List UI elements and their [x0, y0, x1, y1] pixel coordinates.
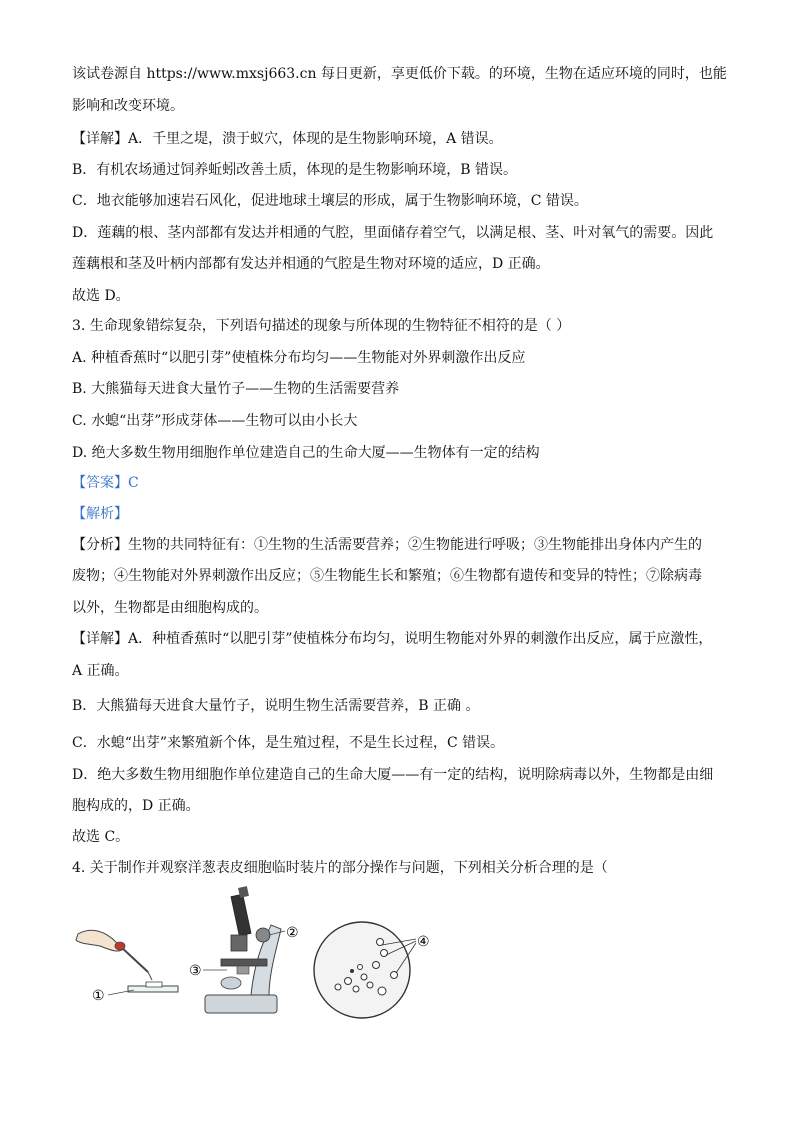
label-4: ④	[417, 934, 430, 950]
text-line: 故选 D。	[72, 288, 130, 304]
microscope-figure	[185, 885, 310, 1025]
option-d: D. 绝大多数生物用细胞作单位建造自己的生命大厦——生物体有一定的结构	[72, 445, 540, 461]
text-line: C．地衣能够加速岩石风化，促进地球土壤层的形成，属于生物影响环境，C 错误。	[72, 193, 588, 209]
text-line: A 正确。	[72, 663, 129, 679]
label-2: ②	[286, 925, 299, 941]
text-line: 故选 C。	[72, 829, 130, 845]
option-c: C. 水螅“出芽”形成芽体——生物可以由小长大	[72, 413, 358, 429]
dropper-slide-figure	[70, 920, 180, 1010]
text-line: 该试卷源自 https://www.mxsj663.cn 每日更新，享更低价下载。的环境，生物在适应环境的同时，也能	[72, 66, 727, 82]
label-1: ①	[92, 988, 105, 1004]
text-line: C．水螅“出芽”来繁殖新个体，是生殖过程，不是生长过程，C 错误。	[72, 735, 505, 751]
text-line: D．绝大多数生物用细胞作单位建造自己的生命大厦——有一定的结构，说明除病毒以外，生物都是由细	[72, 767, 714, 783]
label-3: ③	[189, 963, 202, 979]
text-line: 【详解】A．千里之堤，溃于蚁穴，体现的是生物影响环境，A 错误。	[72, 131, 503, 147]
option-a: A. 种植香蕉时“以肥引芽”使植株分布均匀——生物能对外界刺激作出反应	[72, 350, 526, 366]
text-line: 莲藕根和茎及叶柄内部都有发达并相通的气腔是生物对环境的适应，D 正确。	[72, 256, 550, 272]
text-line: D．莲藕的根、茎内部都有发达并相通的气腔，里面储存着空气，以满足根、茎、叶对氧气的需要。因此	[72, 225, 714, 241]
text-line: B．大熊猫每天进食大量竹子，说明生物生活需要营养，B 正确 。	[72, 698, 480, 714]
field-of-view-figure	[312, 915, 442, 1025]
text-line: 以外，生物都是由细胞构成的。	[72, 600, 268, 616]
text-line: 【详解】A．种植香蕉时“以肥引芽”使植株分布均匀，说明生物能对外界的刺激作出反应，属于应激性，	[72, 631, 713, 647]
question-4-stem: 4. 关于制作并观察洋葱表皮细胞临时装片的部分操作与问题，下列相关分析合理的是（	[72, 860, 608, 876]
text-line: 影响和改变环境。	[72, 98, 184, 114]
question-3-stem: 3. 生命现象错综复杂，下列语句描述的现象与所体现的生物特征不相符的是（ ）	[72, 318, 571, 334]
text-line: 废物；④生物能对外界刺激作出反应；⑤生物能生长和繁殖；⑥生物都有遗传和变异的特性；⑦除病毒	[72, 568, 702, 584]
answer-label: 【答案】C	[72, 475, 139, 491]
text-line: 【分析】生物的共同特征有：①生物的生活需要营养；②生物能进行呼吸；③生物能排出身体内产生的	[72, 537, 702, 553]
option-b: B. 大熊猫每天进食大量竹子——生物的生活需要营养	[72, 381, 400, 397]
analysis-label: 【解析】	[72, 506, 128, 522]
text-line: B．有机农场通过饲养蚯蚓改善土质，体现的是生物影响环境，B 错误。	[72, 162, 518, 178]
text-line: 胞构成的，D 正确。	[72, 798, 200, 814]
